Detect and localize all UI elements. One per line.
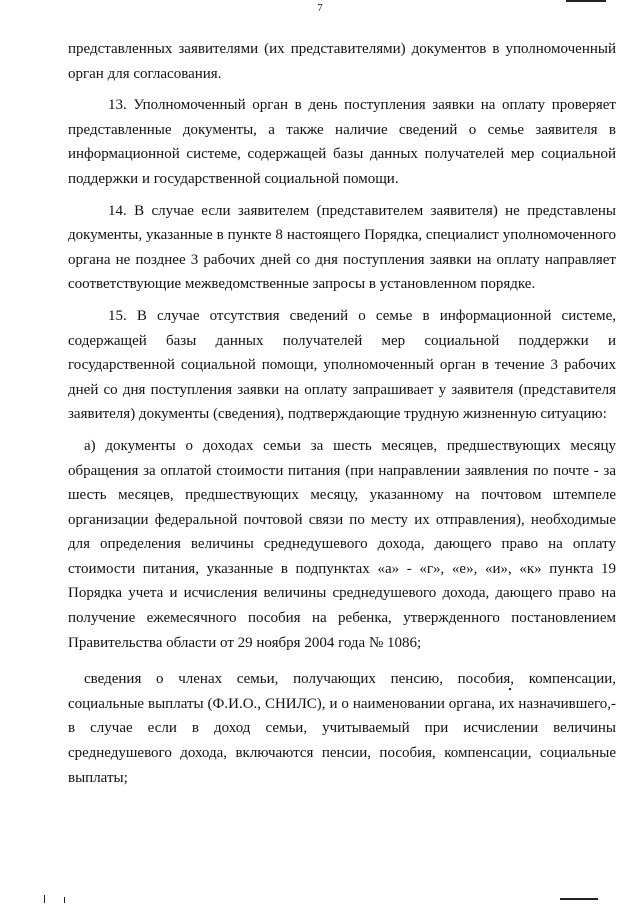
scan-dot [509, 688, 511, 690]
document-body [68, 37, 616, 790]
paragraph-15-a: а) документы о доходах семьи за шесть месяцев, предшествующих месяцу обращения за оплатой стоимости питания (при направлении заявления по почте - за шесть месяцев, предшествующих месяцу, указанному на почтовом штемпеле организации федеральной почтовой связи по месту их отправления), необходимые для определения величины среднедушевого дохода, дающего право на оплату стоимости питания, указанные в подпунктах «а» - «г», «е», «и», «к» пункта 19 Порядка учета и исчисления величины среднедушевого дохода, дающего право на получение ежемесячного пособия на ребенка, утвержденного постановлением Правительства области от 29 ноября 2004 года № 1086; [68, 437, 616, 651]
paragraph-members-info: сведения о членах семьи, получающих пенсию, пособия, компенсации, социальные выплаты (Ф.И.О., СНИЛС), и о наименовании органа, их назначившего,- в случае если в доход семьи, учитываемый при исчислении величины среднедушевого дохода, включаются пенсии, пособия, компенсации, социальные выплаты; [68, 671, 616, 786]
scan-mark-bottom-right [560, 898, 598, 900]
paragraph-15: 15. В случае отсутствия сведений о семье в информационной системе, содержащей базы данных получателей мер социальной поддержки и государственной социальной помощи, уполномоченный орган в течение 3 рабочих дней со дня поступления заявки на оплату запрашивает у заявителя (представителя заявителя) документы (сведения), подтверждающие трудную жизненную ситуацию: [68, 307, 616, 423]
paragraph-13: 13. Уполномоченный орган в день поступления заявки на оплату проверяет представленные документы, а также наличие сведений о семье заявителя в информационной системе, содержащей базы данных получателей мер социальной поддержки и государственной социальной помощи. [68, 97, 616, 187]
scan-mark-bottom-left-2 [64, 897, 65, 903]
scan-mark-top-right [566, 0, 606, 2]
paragraph-continuation: представленных заявителями (их представителями) документов в уполномоченный орган для согласования. [68, 41, 616, 82]
paragraph-14: 14. В случае если заявителем (представителем заявителя) не представлены документы, указанные в пункте 8 настоящего Порядка, специалист уполномоченного органа не позднее 3 рабочих дней со дня поступления заявки на оплату направляет соответствующие межведомственные запросы в установленном порядке. [68, 202, 616, 293]
scan-mark-bottom-left [44, 895, 45, 903]
page-number: 7 [317, 2, 323, 14]
